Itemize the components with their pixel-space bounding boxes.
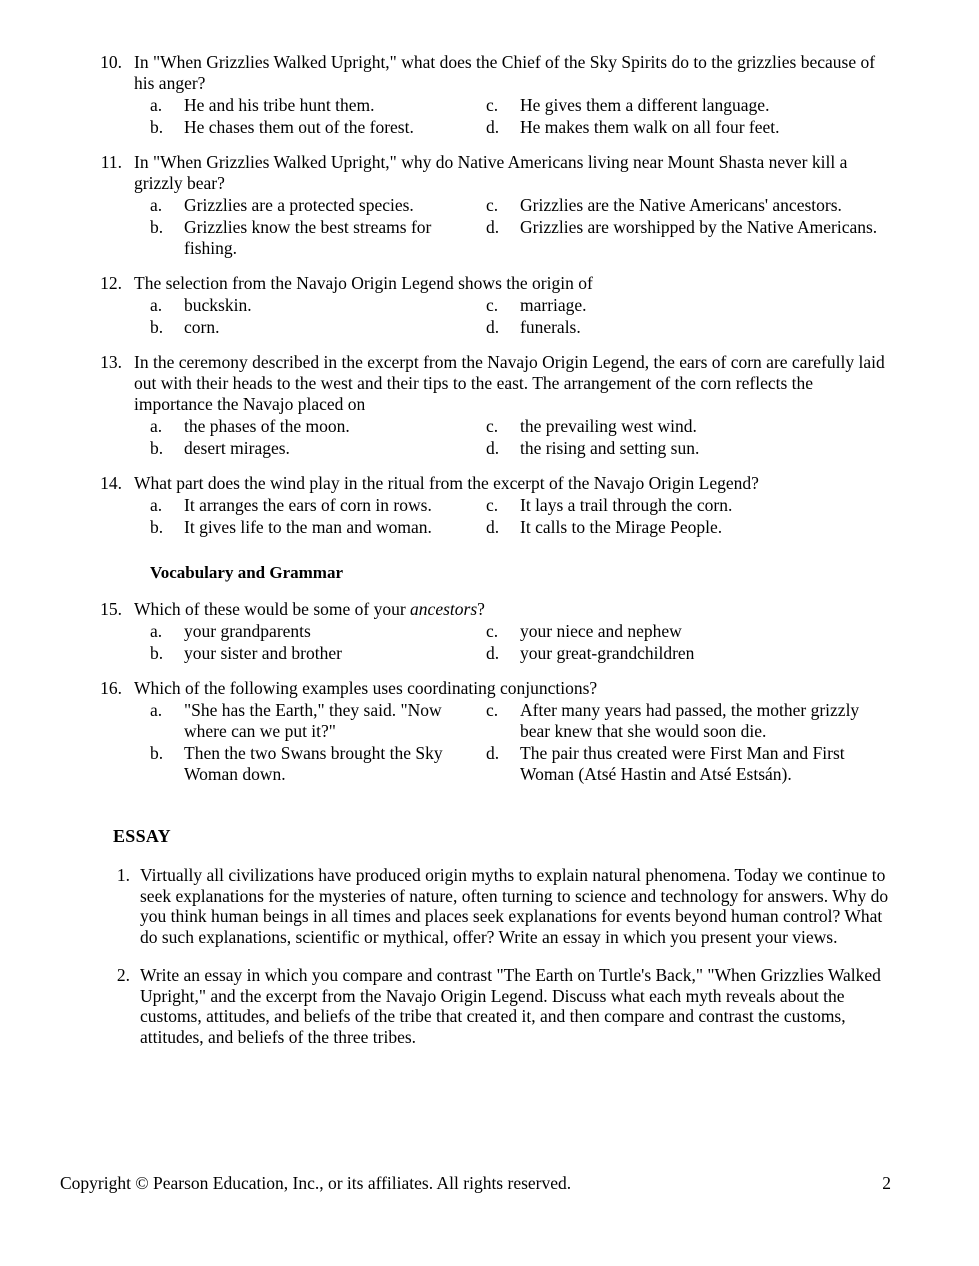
choice-letter: d. [486, 517, 500, 537]
question-body [134, 473, 891, 539]
choice-text: buckskin. [184, 295, 252, 315]
essay-text: Virtually all civilizations have produced origin myths to explain natural phenomena. Today we continue to seek explanations for the mysteries of nature, often turning to science and technology for answers. Why do you think human beings in all times and places seek explanations for events beyond human control? What do such explanations, scientific or mythical, offer? Write an essay in which you present your views. [140, 865, 889, 947]
question-item [88, 52, 891, 139]
answer-choice[interactable] [150, 621, 486, 643]
choice-text: the prevailing west wind. [520, 416, 697, 436]
choice-text: The pair thus created were First Man and First Woman (Atsé Hastin and Atsé Estsán). [520, 743, 845, 784]
essay-text: Write an essay in which you compare and contrast "The Earth on Turtle's Back," "When Grizzlies Walked Upright," and the excerpt from the Navajo Origin Legend. Discuss what each myth reveals about the customs, attitudes, and beliefs of the tribe that created it, and then compare and contrast the customs, attitudes, and beliefs of the three tribes. [140, 965, 881, 1047]
answer-choice[interactable] [150, 700, 486, 743]
choice-letter: c. [486, 700, 499, 720]
answer-choice[interactable] [486, 743, 891, 786]
choice-text: your sister and brother [184, 643, 342, 663]
copyright-notice: Copyright © Pearson Education, Inc., or its affiliates. All rights reserved. [60, 1173, 572, 1193]
question-number: 16. [100, 678, 122, 698]
stem-part-post: ? [477, 599, 485, 619]
question-body [134, 352, 891, 460]
choice-letter: b. [150, 438, 164, 458]
choice-letter: d. [486, 217, 500, 237]
question-number: 15. [100, 599, 122, 619]
question-item [88, 152, 891, 260]
essay-number: 1. [116, 865, 130, 885]
answer-choice[interactable] [150, 95, 486, 117]
answer-choices [150, 621, 891, 665]
answer-choice[interactable] [486, 643, 891, 665]
question-number: 13. [100, 352, 122, 372]
choice-text: the phases of the moon. [184, 416, 350, 436]
answer-choice[interactable] [486, 438, 891, 460]
answer-choice[interactable] [150, 438, 486, 460]
choice-text: the rising and setting sun. [520, 438, 700, 458]
answer-choice[interactable] [486, 621, 891, 643]
question-stem: What part does the wind play in the ritual from the excerpt of the Navajo Origin Legend? [134, 473, 759, 493]
answer-choice[interactable] [486, 95, 891, 117]
choice-letter: d. [486, 643, 500, 663]
choice-text: marriage. [520, 295, 587, 315]
answer-choice[interactable] [150, 317, 486, 339]
answer-choice[interactable] [486, 217, 891, 260]
question-stem: In "When Grizzlies Walked Upright," what does the Chief of the Sky Spirits do to the grizzlies because of his anger? [134, 52, 876, 93]
stem-part-italic: ancestors [410, 599, 478, 619]
question-item [88, 599, 891, 665]
choice-letter: b. [150, 317, 164, 337]
choice-text: desert mirages. [184, 438, 290, 458]
choice-text: your great-grandchildren [520, 643, 695, 663]
answer-choice[interactable] [486, 416, 891, 438]
choice-letter: b. [150, 643, 164, 663]
choice-letter: c. [486, 621, 499, 641]
choice-text: It calls to the Mirage People. [520, 517, 723, 537]
answer-choices [150, 95, 891, 139]
question-stem: The selection from the Navajo Origin Legend shows the origin of [134, 273, 593, 293]
answer-choice[interactable] [150, 117, 486, 139]
answer-choice[interactable] [150, 743, 486, 786]
section-heading-essay: ESSAY [113, 826, 171, 846]
answer-choices [150, 495, 891, 539]
choice-text: "She has the Earth," they said. "Now where can we put it?" [184, 700, 442, 741]
question-item [88, 678, 891, 786]
answer-choice[interactable] [486, 117, 891, 139]
choice-text: He and his tribe hunt them. [184, 95, 375, 115]
stem-part-pre: Which of these would be some of your [134, 599, 411, 619]
choice-letter: a. [150, 495, 163, 515]
answer-choice[interactable] [486, 195, 891, 217]
essay-item [88, 965, 891, 1047]
choice-text: It arranges the ears of corn in rows. [184, 495, 432, 515]
choice-letter: a. [150, 295, 163, 315]
question-body [134, 273, 891, 339]
choice-text: Grizzlies are the Native Americans' ancestors. [520, 195, 842, 215]
choice-text: It lays a trail through the corn. [520, 495, 733, 515]
answer-choices [150, 295, 891, 339]
answer-choice[interactable] [150, 495, 486, 517]
answer-choice[interactable] [150, 295, 486, 317]
question-item [88, 352, 891, 460]
answer-choice[interactable] [150, 195, 486, 217]
answer-choice[interactable] [150, 643, 486, 665]
answer-choice[interactable] [150, 517, 486, 539]
answer-choice[interactable] [486, 295, 891, 317]
question-stem: In "When Grizzlies Walked Upright," why do Native Americans living near Mount Shasta never kill a grizzly bear? [134, 152, 848, 193]
question-number: 14. [100, 473, 122, 493]
choice-text: Then the two Swans brought the Sky Woman down. [184, 743, 443, 784]
choice-text: your niece and nephew [520, 621, 682, 641]
choice-letter: a. [150, 95, 163, 115]
answer-choice[interactable] [486, 317, 891, 339]
essay-item [88, 865, 891, 947]
answer-choice[interactable] [486, 517, 891, 539]
choice-letter: a. [150, 416, 163, 436]
choice-text: After many years had passed, the mother grizzly bear knew that she would soon die. [520, 700, 860, 741]
choice-text: He chases them out of the forest. [184, 117, 414, 137]
choice-letter: d. [486, 117, 500, 137]
answer-choice[interactable] [486, 495, 891, 517]
choice-text: Grizzlies know the best streams for fishing. [184, 217, 432, 258]
section-heading-vocabulary-grammar: Vocabulary and Grammar [150, 563, 343, 582]
choice-letter: b. [150, 117, 164, 137]
choice-letter: a. [150, 621, 163, 641]
question-number: 10. [100, 52, 122, 72]
question-stem: In the ceremony described in the excerpt from the Navajo Origin Legend, the ears of corn are carefully laid out with their heads to the west and their tips to the east. The arrangement of the corn reflects the importance the Navajo placed on [134, 352, 885, 414]
question-stem: Which of the following examples uses coordinating conjunctions? [134, 678, 598, 698]
choice-letter: c. [486, 95, 499, 115]
choice-text: It gives life to the man and woman. [184, 517, 432, 537]
choice-letter: c. [486, 195, 499, 215]
choice-letter: c. [486, 416, 499, 436]
question-number: 12. [100, 273, 122, 293]
choice-letter: c. [486, 495, 499, 515]
choice-letter: b. [150, 517, 164, 537]
choice-letter: b. [150, 743, 164, 763]
choice-letter: b. [150, 217, 164, 237]
answer-choices [150, 416, 891, 460]
choice-text: He makes them walk on all four feet. [520, 117, 780, 137]
question-number: 11. [100, 152, 122, 172]
page-number: 2 [882, 1173, 891, 1193]
choice-text: He gives them a different language. [520, 95, 770, 115]
choice-letter: d. [486, 743, 500, 763]
question-body [134, 52, 891, 139]
choice-letter: a. [150, 700, 163, 720]
choice-text: Grizzlies are a protected species. [184, 195, 414, 215]
question-body [134, 678, 891, 786]
page-footer [60, 1173, 919, 1194]
essay-number: 2. [116, 965, 130, 985]
choice-text: funerals. [520, 317, 581, 337]
choice-text: your grandparents [184, 621, 311, 641]
question-body [134, 599, 891, 665]
question-item [88, 273, 891, 339]
question-body [134, 152, 891, 260]
answer-choice[interactable] [150, 217, 486, 260]
choice-letter: a. [150, 195, 163, 215]
choice-text: corn. [184, 317, 220, 337]
answer-choices [150, 700, 891, 786]
choice-letter: d. [486, 438, 500, 458]
choice-letter: c. [486, 295, 499, 315]
answer-choices [150, 195, 891, 260]
answer-choice[interactable] [150, 416, 486, 438]
question-item [88, 473, 891, 539]
choice-text: Grizzlies are worshipped by the Native Americans. [520, 217, 878, 237]
answer-choice[interactable] [486, 700, 891, 743]
question-stem [134, 599, 891, 620]
choice-letter: d. [486, 317, 500, 337]
